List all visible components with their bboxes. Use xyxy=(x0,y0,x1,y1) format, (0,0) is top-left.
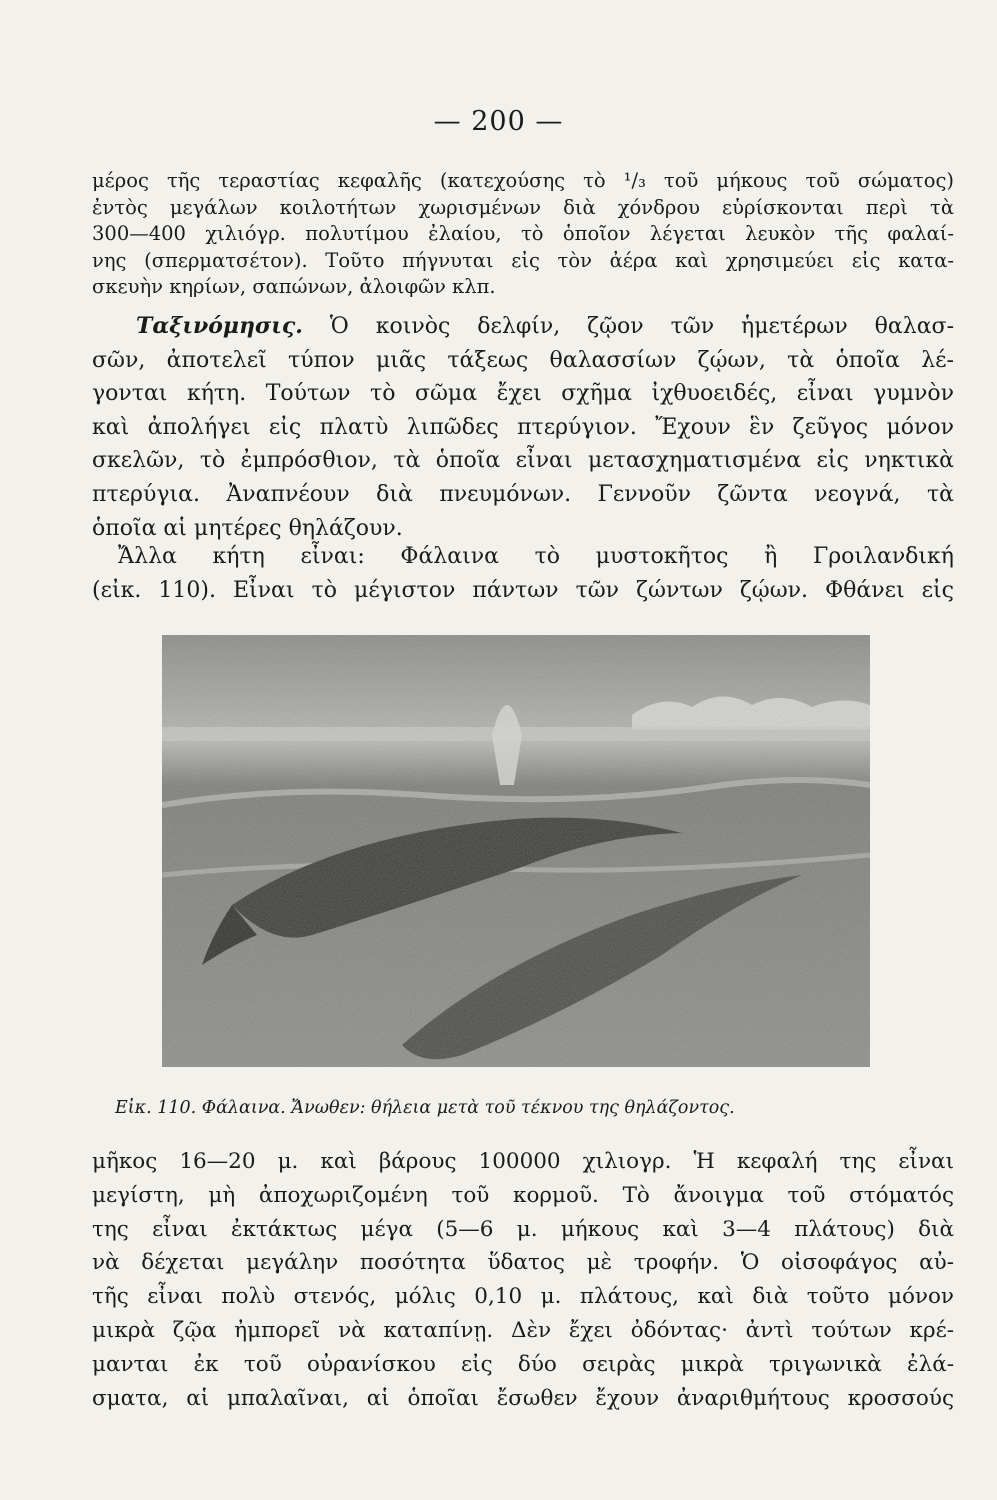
text-line: ἐντὸς μεγάλων κοιλοτήτων χωρισμένων διὰ χόνδρου εὑρίσκονται περὶ τὰ xyxy=(92,195,954,219)
text-line: μεγίστη, μὴ ἀποχωριζομένη τοῦ κορμοῦ. Τὸ ἄνοιγμα τοῦ στόματός xyxy=(92,1182,954,1208)
text-line: ὁποῖα αἱ μητέρες θηλάζουν. xyxy=(92,515,403,541)
text-line: μέρος τῆς τεραστίας κεφαλῆς (κατεχούσης τὸ ¹/₃ τοῦ μήκους τοῦ σώματος) xyxy=(92,169,954,192)
text-line: μῆκος 16—20 μ. καὶ βάρους 100000 χιλιογρ. Ἡ κεφαλή της εἶναι xyxy=(92,1149,954,1174)
text-line: γονται κήτη. Τούτων τὸ σῶμα ἔχει σχῆμα ἰχθυοειδές, εἶναι γυμνὸν xyxy=(92,381,954,407)
paragraph-classification xyxy=(92,310,954,545)
text-line: πτερύγια. Ἀναπνέουν διὰ πνευμόνων. Γεννοῦν ζῶντα νεογνά, τὰ xyxy=(92,481,954,507)
paragraph-other-cetaceans xyxy=(92,540,954,607)
whale-photo-illustration xyxy=(162,635,870,1067)
text-line: τῆς εἶναι πολὺ στενός, μόλις 0,10 μ. πλάτους, καὶ διὰ τοῦτο μόνον xyxy=(92,1284,954,1310)
figure-caption: Εἰκ. 110. Φάλαινα. Ἄνωθεν: θήλεια μετὰ τοῦ τέκνου της θηλάζοντος. xyxy=(115,1098,735,1118)
photo-grain xyxy=(162,635,870,1067)
text-line: σματα, αἱ μπαλαῖναι, αἱ ὁποῖαι ἔσωθεν ἔχουν ἀναριθμήτους κροσσούς xyxy=(92,1385,954,1411)
text-line: σκελῶν, τὸ ἐμπρόσθιον, τὰ ὁποῖα εἶναι μετασχηματισμένα εἰς νηκτικὰ xyxy=(92,448,954,474)
text-line: (εἰκ. 110). Εἶναι τὸ μέγιστον πάντων τῶν ζώντων ζῴων. Φθάνει εἰς xyxy=(92,577,954,603)
text-line: Ὁ κοινὸς δελφίν, ζῷον τῶν ἡμετέρων θαλασ- xyxy=(329,314,954,339)
text-line: της εἶναι ἐκτάκτως μέγα (5—6 μ. μήκους καὶ 3—4 πλάτους) διὰ xyxy=(92,1216,954,1242)
whale-photograph xyxy=(162,635,870,1067)
text-line: νης (σπερματσέτον). Τοῦτο πήγνυται εἰς τὸν ἀέρα καὶ χρησιμεύει εἰς κατα- xyxy=(92,248,954,272)
classification-first-line xyxy=(92,310,954,344)
classification-heading: Ταξινόμησις. xyxy=(136,313,303,339)
text-line: μανται ἐκ τοῦ οὐρανίσκου εἰς δύο σειρὰς μικρὰ τριγωνικὰ ἐλά- xyxy=(92,1351,954,1377)
text-line: Ἄλλα κήτη εἶναι: Φάλαινα τὸ μυστοκῆτος ἢ Γροιλανδική xyxy=(118,544,954,569)
text-line: νὰ δέχεται μεγάλην ποσότητα ὕδατος μὲ τροφήν. Ὁ οἰσοφάγος αὐ- xyxy=(92,1250,954,1276)
text-line: μικρὰ ζῷα ἠμπορεῖ νὰ καταπίνῃ. Δὲν ἔχει ὀδόντας· ἀντὶ τούτων κρέ- xyxy=(92,1317,954,1343)
text-line: σῶν, ἀποτελεῖ τύπον μιᾶς τάξεως θαλασσίων ζῴων, τὰ ὁποῖα λέ- xyxy=(92,347,954,373)
paragraph-top xyxy=(92,168,954,301)
page-number: — 200 — xyxy=(433,106,564,137)
text-line: 300—400 χιλιόγρ. πολυτίμου ἐλαίου, τὸ ὁποῖον λέγεται λευκὸν τῆς φαλαί- xyxy=(92,222,954,245)
text-line: σκευὴν κηρίων, σαπώνων, ἀλοιφῶν κλπ. xyxy=(92,275,496,298)
paragraph-bottom xyxy=(92,1145,954,1415)
text-line: καὶ ἀπολήγει εἰς πλατὺ λιπῶδες πτερύγιον. Ἔχουν ἓν ζεῦγος μόνον xyxy=(92,414,954,440)
